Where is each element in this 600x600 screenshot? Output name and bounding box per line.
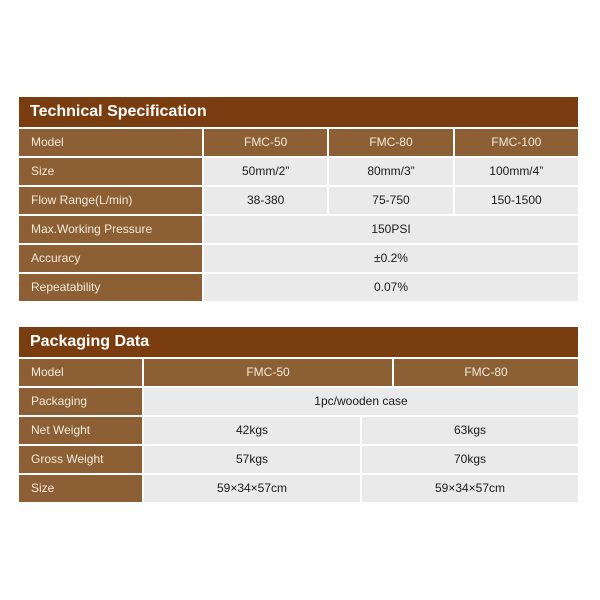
tech-size-row xyxy=(19,158,578,187)
pack-header-row xyxy=(19,359,578,388)
tech-model-fmc50: FMC-50 xyxy=(204,129,329,156)
pack-net-value: 42kgs xyxy=(144,417,362,444)
technical-specification-title: Technical Specification xyxy=(19,97,578,129)
pack-size-value: 59×34×57cm xyxy=(144,475,362,502)
pack-size-label: Size xyxy=(19,475,144,502)
pack-model-fmc80: FMC-80 xyxy=(394,359,578,386)
tech-accuracy-row xyxy=(19,245,578,274)
tech-model-fmc100: FMC-100 xyxy=(455,129,578,156)
pack-packaging-label: Packaging xyxy=(19,388,144,415)
tech-pressure-row xyxy=(19,216,578,245)
pack-packaging-value: 1pc/wooden case xyxy=(144,388,578,415)
tech-accuracy-value: ±0.2% xyxy=(204,245,578,272)
pack-size-value: 59×34×57cm xyxy=(362,475,578,502)
tech-accuracy-label: Accuracy xyxy=(19,245,204,272)
tech-flow-value: 150-1500 xyxy=(455,187,578,214)
packaging-data-title: Packaging Data xyxy=(19,327,578,359)
tech-repeatability-row xyxy=(19,274,578,303)
pack-net-row xyxy=(19,417,578,446)
tech-size-value: 100mm/4” xyxy=(455,158,578,185)
pack-gross-value: 70kgs xyxy=(362,446,578,473)
pack-model-fmc50: FMC-50 xyxy=(144,359,394,386)
tech-size-value: 80mm/3” xyxy=(329,158,454,185)
tech-flow-value: 38-380 xyxy=(204,187,329,214)
pack-net-label: Net Weight xyxy=(19,417,144,444)
tech-model-label: Model xyxy=(19,129,204,156)
tech-header-row xyxy=(19,129,578,158)
technical-specification-table xyxy=(19,97,578,303)
pack-gross-value: 57kgs xyxy=(144,446,362,473)
tech-pressure-label: Max.Working Pressure xyxy=(19,216,204,243)
pack-gross-row xyxy=(19,446,578,475)
pack-size-row xyxy=(19,475,578,504)
pack-net-value: 63kgs xyxy=(362,417,578,444)
tech-flow-row xyxy=(19,187,578,216)
tech-flow-label: Flow Range(L/min) xyxy=(19,187,204,214)
tech-pressure-value: 150PSI xyxy=(204,216,578,243)
tech-size-label: Size xyxy=(19,158,204,185)
pack-packaging-row xyxy=(19,388,578,417)
tech-repeatability-value: 0.07% xyxy=(204,274,578,301)
tech-model-fmc80: FMC-80 xyxy=(329,129,454,156)
pack-model-label: Model xyxy=(19,359,144,386)
pack-gross-label: Gross Weight xyxy=(19,446,144,473)
tech-repeatability-label: Repeatability xyxy=(19,274,204,301)
tech-size-value: 50mm/2” xyxy=(204,158,329,185)
packaging-data-table xyxy=(19,327,578,504)
tech-flow-value: 75-750 xyxy=(329,187,454,214)
